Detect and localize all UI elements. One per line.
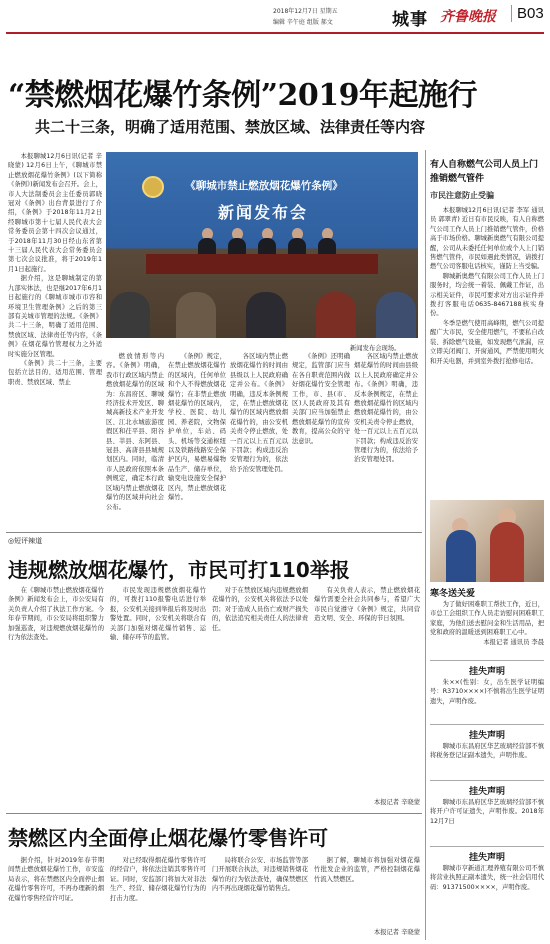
person [490,522,524,582]
lead-article-column-1 [8,152,102,524]
audience-member [246,292,286,338]
article2-column-2 [110,586,206,808]
notice-body [430,742,544,776]
sidebar-paragraph-2: 聊城新奥燃气有限公司工作人员上门服务时，均会统一着装、佩戴工作证，出示相关证件，市民可要求对方出示证件并拨打客服电话0635-8467188核实身份。 [430,272,544,318]
article3-byline [350,928,420,938]
article2-paragraph: 在《聊城市禁止燃放烟花爆竹条例》新闻发布会上，市公安局有关负责人介绍了执法工作方案。今年春节期间，市公安局将组织警力加强巡查，对违规燃放烟花爆竹的行为依法查处。 [8,587,104,642]
lead-article-column-5 [292,352,350,524]
article2-paragraph: 市民发现违规燃放烟花爆竹的，可拨打110报警电话进行举报，公安机关接到举报后将及时出警处置。同时，公安机关将联合有关部门加强对烟花爆竹销售、运输、储存环节的监管。 [110,587,206,642]
lead-article-column-2 [106,352,164,524]
article3-byline-text: 本报记者 辛晓蒙 [373,929,420,936]
photo-news-text: 为了做好困难职工帮扶工作，近日，市总工会组织工作人员走访慰问困难职工家庭，为他们送去慰问金和生活用品，把党和政府的温暖送到困难职工心中。 [430,601,544,637]
sidebar-paragraph-1: 本报聊城12月6日讯(记者 李军 通讯员 郭翠青) 近日有市民反映，有人自称燃气公司工作人员上门推销燃气管件，价格高于市场价格。聊城新奥燃气有限公司提醒，公司从未委托任何单位或个人上门销售燃气管件，市民如遇此类情况，请拨打燃气公司客服电话核实，谨防上当受骗。 [430,207,544,271]
sidebar-paragraph-3: 冬季是燃气使用高峰期，燃气公司提醒广大市民，安全使用燃气，不要私自改装、拆除燃气设施，如发现燃气泄漏，应立即关闭阀门、开窗通风，严禁使用明火和开关电器，并到室外拨打抢修电话。 [430,319,544,365]
lead-paragraph-6: 各区域内禁止燃放烟花爆竹的时间由县级以上人民政府确定并公布。《条例》明确，违反本条例规定，在禁止燃放烟花爆竹的区域内燃放烟花爆竹的，由公安机关责令停止燃放，处一百元以上五百元以下罚款；构成违反治安管理行为的，依法给予治安管理处罚。 [230,353,288,473]
column-divider [425,150,426,940]
lead-article-column-3 [168,352,226,524]
section-tag: ◎短评辣道 [8,537,43,545]
main-headline: “禁燃烟花爆竹条例”2019年起施行 [8,78,478,113]
notice-body [430,678,544,720]
article2-byline-text: 本报记者 辛晓蒙 [373,799,420,806]
charity-visit-photo [430,500,544,582]
article2-column-1 [8,586,104,808]
audience-member [316,292,356,338]
newspaper-logo: 齐鲁晚报 [440,9,496,25]
lead-paragraph-4: 燃放情形等内容。《条例》明确，我市行政区域内禁止燃放烟花爆竹的区域为：东昌府区、聊城经济技术开发区、聊城高新技术产业开发区、江北水城旅游度假区和茌平县、阳谷县、莘县、东阿县、冠县、高唐县县城规划区内。同时，临清市人民政府依照本条例规定，确定本行政区域内禁止燃放烟花爆竹的区域并向社会公布。 [106,353,164,511]
article2-headline: 违规燃放烟花爆竹，市民可打110举报 [8,558,350,582]
article3-headline: 禁燃区内全面停止烟花爆竹零售许可 [8,826,328,850]
notice-title: 挂失声明 [468,731,505,741]
lead-paragraph-5: 《条例》规定，在禁止燃放烟花爆竹的区域内，任何单位和个人不得燃放烟花爆竹；在非禁止燃放烟花爆竹的区域内，学校、医院、幼儿园、养老院，文物保护单位，车站、码头、机场等交通枢纽以及铁路线路安全保护区内，易燃易爆物品生产、储存单位，输变电设施安全保护区内，禁止燃放烟花爆竹。 [168,353,226,502]
article3-paragraph: 局将联合公安、市场监管等部门开展联合执法，对违规销售烟花爆竹的行为依法查处，确保禁燃区内不再出现烟花爆竹销售点。 [212,857,308,893]
sidebar-article [430,206,544,492]
article2-column-3 [212,586,308,808]
notice-body [430,798,544,842]
article3-column-4 [314,856,420,926]
article3-column-2 [110,856,206,940]
notice-divider [430,660,544,661]
lead-article-column-4 [230,352,288,524]
article3-paragraph: 据介绍，针对2019年春节期间禁止燃放烟花爆竹工作，市安监局表示，将在禁燃区内全面停止烟花爆竹零售许可，不再办理新的烟花爆竹零售经营许可证。 [8,857,104,902]
lead-paragraph-7: 《条例》还明确规定，监管部门应当在各自职责范围内做好烟花爆竹安全管理工作，市、县(市、区)人民政府及其有关部门应当加强禁止燃放烟花爆竹的宣传教育，提高公众的守法意识。 [292,353,350,445]
article3-column-3 [212,856,308,940]
lead-paragraph-1: 本报聊城12月6日讯(记者 辛晓蒙) 12月6日上午，《聊城市禁止燃放烟花爆竹条例》(以下简称《条例》)新闻发布会召开。会上，市人大法制委员会主任委员郭晓冠对《条例》出台背景进行了介绍，《条例》于2018年11月2日经聊城市第十七届人民代表大会常务委员会第十四次会议通过，于2018年11月30日经山东省第十三届人民代表大会常务委员会第七次会议批准，将于2019年1月1日起施行。 [8,153,102,273]
lead-paragraph-3: 《条例》共二十三条，主要包括立法目的、适用范围、管理职责、禁放区域、禁止 [8,359,102,386]
article2-byline [350,798,420,808]
notice-text: 朱××(性别：女，出生医学证明编号：R3710××××)不慎将出生医学证明遗失，声明作废。 [430,679,544,705]
press-conference-photo [106,152,418,338]
notice-title: 挂失声明 [468,853,505,863]
audience-member [176,292,216,338]
person [446,530,476,582]
lead-paragraph-8: 各区域内禁止燃放烟花爆竹的时间由县级以上人民政府确定并公布。《条例》明确，违反本条例规定，在禁止燃放烟花爆竹的区域内燃放烟花爆竹的，由公安机关责令停止燃放，处一百元以上五百元以下罚款；构成违反治安管理行为的，依法给予治安管理处罚。 [354,353,418,464]
article2-paragraph: 有关负责人表示，禁止燃放烟花爆竹需要全社会共同参与，希望广大市民自觉遵守《条例》规定，共同营造文明、安全、环保的节日氛围。 [314,587,420,623]
page-number: B03 [511,5,544,22]
lead-article-column-6 [354,352,418,524]
issue-date: 2018年12月7日 星期五 [273,8,338,15]
section-divider [6,532,422,533]
sub-headline: 共二十三条，明确了适用范围、禁放区域、法律责任等内容 [35,118,426,136]
notice-title: 挂失声明 [468,787,505,797]
notice-text: 聊城市亨新道汇理养殖有限公司不慎将营业执照正副本遗失，统一社会信用代码：91371500××××，声明作废。 [430,865,544,891]
masthead-rule [6,32,544,34]
photo-news-title: 寒冬送关爱 [430,589,476,599]
photo-presser-text: 新闻发布会 [217,203,308,222]
section-name: 城事 [392,10,428,30]
photo-news-body [430,600,544,656]
article2-column-4 [314,586,420,796]
section-divider [6,813,422,814]
notice-text: 聊城市东昌府区华艺玻璃经营部不慎将开户许可证遗失，声明作废。2018年12月7日 [430,799,544,825]
notice-divider [430,780,544,781]
audience-member [376,292,416,338]
notice-divider [430,724,544,725]
sidebar-headline: 有人自称燃气公司人员上门推销燃气管件 [430,160,539,184]
article3-paragraph: 据了解，聊城市将加强对烟花爆竹批发企业的监管，严格控制烟花爆竹流入禁燃区。 [314,857,420,883]
sidebar-subheadline: 市民注意防止受骗 [430,191,494,200]
photo-banner-text: 《聊城市禁止燃放烟花爆竹条例》 [185,180,343,192]
notice-text: 聊城市东昌府区华艺玻璃经营部不慎将税务登记证副本遗失，声明作废。 [430,743,544,760]
conference-table [146,254,378,274]
article3-paragraph: 对已经取得烟花爆竹零售许可的经营户，将依法注销其零售许可证。同时，安监部门将加大对非法生产、经营、储存烟花爆竹行为的打击力度。 [110,857,206,902]
photo-news-byline: 本报记者 通讯员 李晨 [483,638,544,646]
article3-column-1 [8,856,104,940]
masthead [0,0,550,34]
lead-paragraph-2: 据介绍，这是聊城制定的第九部实体法，也是继2017年6月1日起施行的《聊城市城市市容和环境卫生管理条例》之后的第三部有关城市管理的法规。《条例》共二十三条，明确了适用范围、禁放区域、法律责任等内容，《条例》在烟花爆竹管理权力之外适时实施分区管理。 [8,275,102,358]
notice-title: 挂失声明 [468,667,505,677]
audience-member [110,292,150,338]
notice-divider [430,846,544,847]
editor-credits: 编辑 辛午庭 组版 郝文 [273,19,333,26]
notice-body [430,864,544,940]
article2-paragraph: 对于在禁放区域内违规燃放烟花爆竹的，公安机关将依法予以处罚；对于造成人员伤亡或财产损失的，依法追究相关责任人的法律责任。 [212,587,308,632]
photo-caption: 新闻发布会现场。 [350,345,401,352]
